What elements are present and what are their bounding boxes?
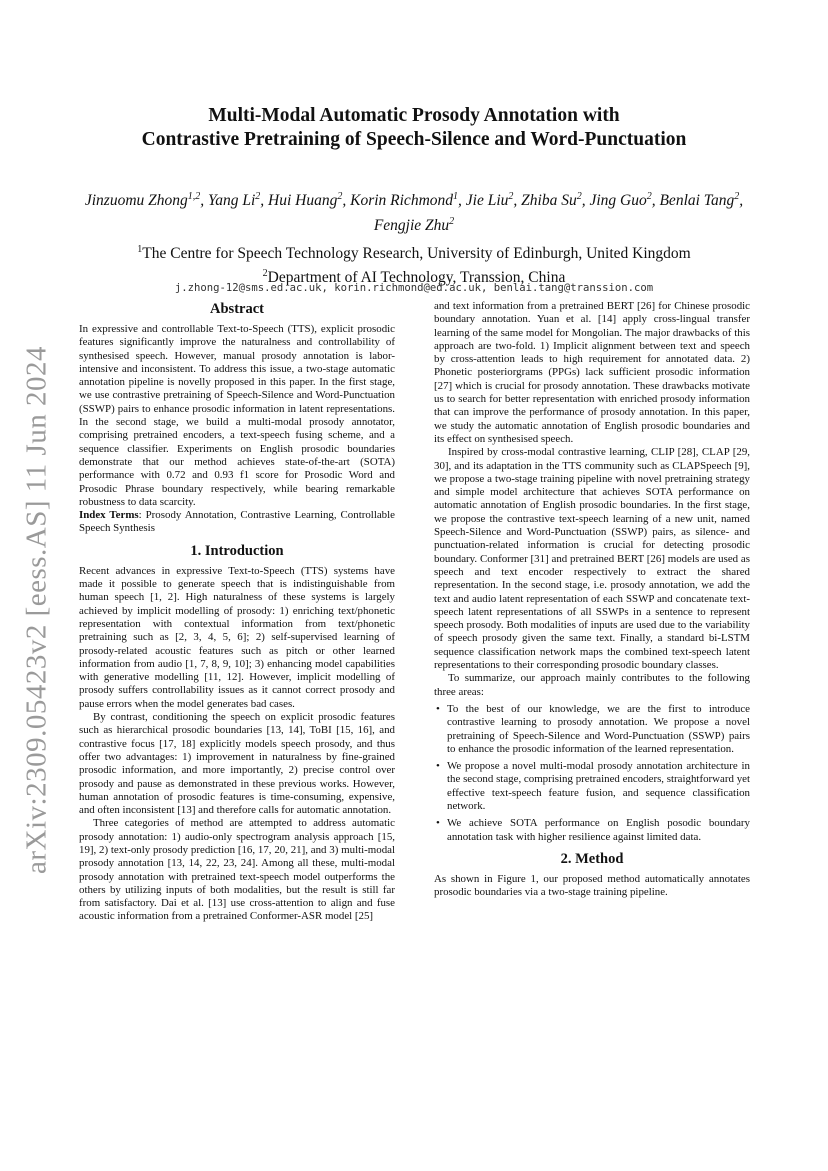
affiliation-2: $^2$Department of AI Technology, Transsion, China xyxy=(262,268,566,287)
arxiv-identifier: arXiv:2309.05423v2 [eess.AS] 11 Jun 2024 xyxy=(20,346,53,874)
affiliation-1: $^1$The Centre for Speech Technology Research, University of Edinburgh, United Kingdom xyxy=(137,244,691,263)
intro-paragraph-5: Inspired by cross-modal contrastive learning, CLIP [28], CLAP [29, 30], and its adaptation in the TTS community such as CLAPSpeech [9], we propose a two-stage training pipeline with novel pretraining strategy and simple model architecture that achieves SOTA performance on automatic annotation of English prosodic boundaries. In the first stage, we propose the contrastive text-speech learning of a new unit, named Speech-Silence and Word-Punctuation (SSWP) pairs, as silence- and punctuation-related information is crucial for detecting prosodic boundary. Conformer [31] and pretrained BERT [26] models are used as speech and text encoder respectively to extract the shared representation. In the second stage, i.e. prosody annotation, we add the text and audio latent representation of each SSWP and concatenate text-speech latent representations of all SSWPs in a sentence to represent speech prosody. Both modalities of inputs are used due to the variability of speech prosody given the same text. Finally, a standard bi-LSTM sequence classification network maps the combined text-speech latent representations to their corresponding prosodic boundary classes. xyxy=(434,446,750,672)
title-line-1: Multi-Modal Automatic Prosody Annotation with xyxy=(208,105,620,126)
contribution-list xyxy=(434,703,750,844)
intro-paragraph-6: To summarize, our approach mainly contributes to the following three areas: xyxy=(434,672,750,698)
intro-paragraph-3: Three categories of method are attempted to address automatic prosody annotation: 1) audio-only spectrogram analysis approach [15, 19], 2) text-only prosody prediction [16, 17, 20, 21], and 3) multi-modal prosody annotation [13, 14, 22, 23, 24]. Among all these, multi-modal prosody annotation with pretrained text-speech model outperforms the others by utilizing inputs of both modalities, but the result is still far from satisfactory. Dai et al. [13] use cross-attention to align and fuse acoustic information from a pretrained Conformer-ASR model [25] xyxy=(79,817,395,923)
title-line-2: Contrastive Pretraining of Speech-Silence and Word-Punctuation xyxy=(141,129,687,150)
intro-paragraph-1: Recent advances in expressive Text-to-Speech (TTS) systems have made it possible to generate speech that is indistinguishable from human speech [1, 2]. High naturalness of these systems is largely achieved by implicit modelling of prosody: 1) enriching text/phonetic representation with contextual information from text/phonetic pretraining such as [2, 3, 4, 5, 6]; 2) self-supervised learning of prosody-related acoustic features such as pitch or other learned information from audio [1, 7, 8, 9, 10]; 3) enhancing model capabilities with generative modelling [11, 12]. However, implicit modelling of prosody suffers controllability issues as it cannot correct prosody and pause errors when the model generates bad cases. xyxy=(79,564,395,710)
intro-paragraph-4: and text information from a pretrained BERT [26] for Chinese prosodic boundary annotation. Yuan et al. [14] apply cross-lingual transfer learning of the same model for Mongolian. The major drawbacks of this approach are two-fold. 1) Implicit alignment between text and speech by cross-attention leads to high requirement for annotated data. 2) Phonetic posteriorgrams (PPGs) lack sufficient prosodic information [27] which is crucial for prosody annotation. These drawbacks motivate us to search for better representation with enriched prosody information that can improve the performance of prosody annotation. In this paper, we study the automatic annotation of English prosodic boundaries and its effect on synthesised speech. xyxy=(434,300,750,445)
method-heading: 2. Method xyxy=(560,850,624,867)
index-terms-label: Index Terms xyxy=(79,509,139,522)
index-terms: Index Terms: Prosody Annotation, Contrastive Learning, Controllable Speech Synthesis xyxy=(79,509,395,535)
left-column xyxy=(79,300,395,924)
contribution-item: • We achieve SOTA performance on English posodic boundary annotation task with higher resilience against limited data. xyxy=(447,817,750,844)
paper-title xyxy=(80,104,748,152)
introduction-heading: 1. Introduction xyxy=(190,542,284,559)
right-column xyxy=(434,300,750,899)
arxiv-sidebar xyxy=(14,346,60,874)
contribution-item: • To the best of our knowledge, we are the first to introduce contrastive learning to prosody annotation. We propose a novel pretraining of Speech-Silence and Word-Punctuation (SSWP) pairs to enhance the prosodic information of the learned representation. xyxy=(447,703,750,756)
abstract-text: In expressive and controllable Text-to-Speech (TTS), explicit prosodic features significantly improve the naturalness and controllability of synthesised speech. However, manual prosody annotation is labor-intensive and inconsistent. To address this issue, a two-stage automatic annotation pipeline is novelly proposed in this paper. In the first stage, we use contrastive pretraining of Speech-Silence and Word-Punctuation (SSWP) pairs to enhance prosodic information in latent representations. In the second stage, we build a multi-modal prosody annotator, comprising pretrained encoders, a text-speech fusing scheme, and a sequence classifier. Experiments on English prosodic boundaries demonstrate that our method achieves state-of-the-art (SOTA) performance with 0.72 and 0.93 f1 score for Prosodic Word and Prosodic Phrase boundary respectively, while bearing remarkable robustness to data scarcity. xyxy=(79,323,395,508)
contribution-item: • We propose a novel multi-modal prosody annotation architecture in the second stage, comprising pretrained encoders, straightforward yet effective text-speech feature fusion, and sequence classification network. xyxy=(447,760,750,813)
method-paragraph-1: As shown in Figure 1, our proposed method automatically annotates prosodic boundaries via a two-stage training pipeline. xyxy=(434,872,750,899)
abstract-heading: Abstract xyxy=(210,301,264,317)
intro-paragraph-2: By contrast, conditioning the speech on explicit prosodic features such as hierarchical prosodic boundaries [13, 14], ToBI [15, 16], and contrastive focus [17, 18] explicitly models speech prosody, and thus offer two advantages: 1) improvement in naturalness by fine-grained prosodic information, and more importantly, 2) precise control over prosody and pause as demonstrated in these previous works. However, human annotation of prosodic features is time-consuming, expensive, and often inconsistent [13] and therefore calls for automatic annotation. xyxy=(79,711,395,817)
author-list: Jinzuomu Zhong$^{1,2}$, Yang Li$^2$, Hui Huang$^2$, Korin Richmond$^1$, Jie Liu$^2$, Zhiba Su$^2$, Jing Guo$^2$, Benlai Tang$^2$, Fengjie Zhu$^2$ xyxy=(84,191,744,235)
author-emails: j.zhong-12@sms.ed.ac.uk, korin.richmond@ed.ac.uk, benlai.tang@transsion.com xyxy=(174,282,654,294)
